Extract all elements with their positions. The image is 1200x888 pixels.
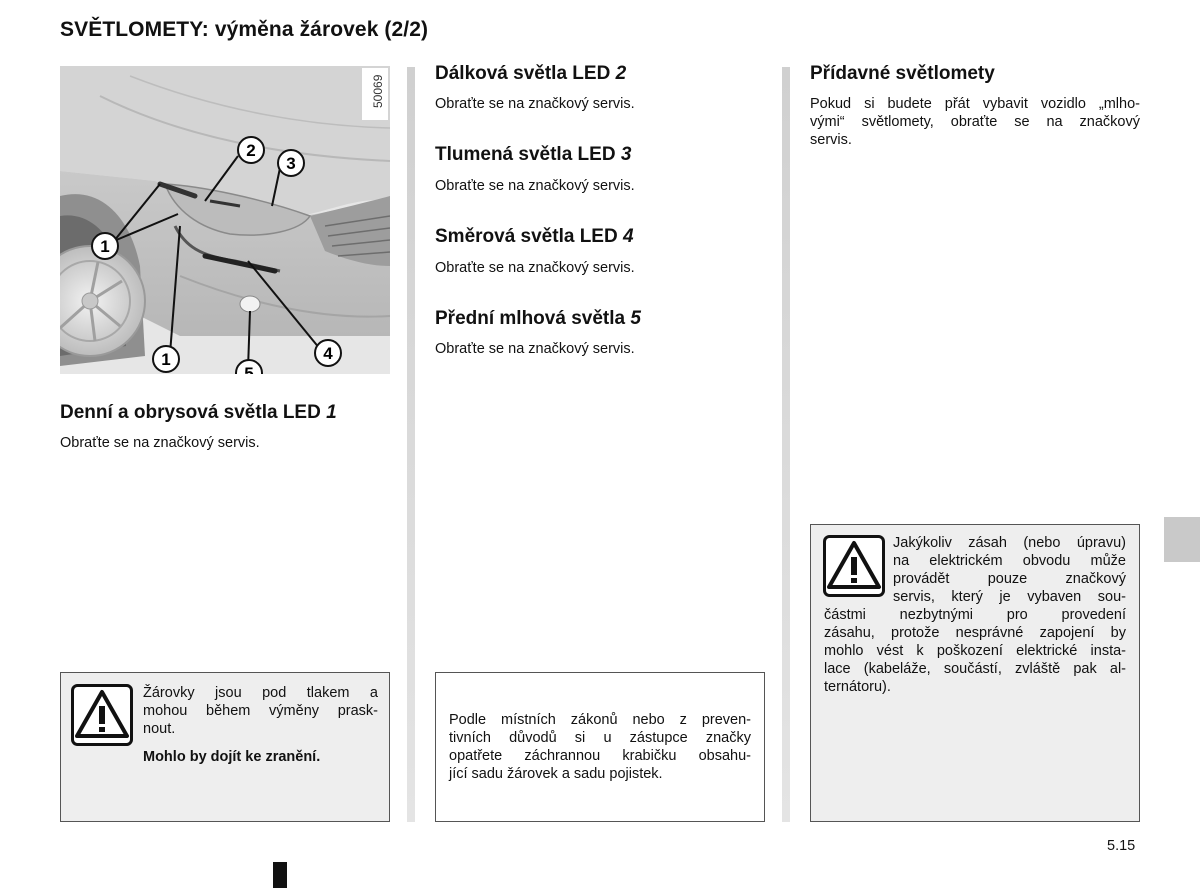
callout-2: 2 <box>246 141 256 160</box>
electrical-warning-box <box>810 524 1140 822</box>
column-divider-right <box>782 67 790 822</box>
chapter-thumb-tab <box>1164 517 1200 562</box>
right-heading: Přídavné světlomety <box>810 63 995 84</box>
rescue-kit-note-box <box>435 672 765 822</box>
headlight-illustration <box>60 66 390 374</box>
callout-5: 5 <box>244 364 254 374</box>
left-heading: Denní a obrysová světla LED 1 <box>60 402 337 423</box>
car-front-drawing <box>60 66 390 374</box>
electrical-warning-text-bottom: částmi nezbytnými pro provedení zásahu, protože nesprávné zapojení by mohlo vést k poškození elektrické insta- lace (kabeláže, součástí, zvláště pak al- ternátoru). <box>824 607 1126 695</box>
right-text: Pokud si budete přát vybavit vozidlo „mlho- vými“ světlomety, obraťte se na značkový servis. <box>810 96 1140 148</box>
callout-3: 3 <box>286 154 296 173</box>
section-heading-low-beam: Tlumená světla LED 3 <box>435 144 632 165</box>
section-text-low-beam: Obraťte se na značkový servis. <box>435 178 635 194</box>
page-number: 5.15 <box>1107 838 1136 854</box>
warning-icon <box>71 684 133 746</box>
pressure-warning-text: Žárovky jsou pod tlakem a mohou během výměny prask- nout. Mohlo by dojít ke zranění. <box>143 685 378 765</box>
left-text: Obraťte se na značkový servis. <box>60 435 260 451</box>
section-text-fog: Obraťte se na značkový servis. <box>435 341 635 357</box>
crop-mark <box>273 862 287 888</box>
page-title: SVĚTLOMETY: výměna žárovek (2/2) <box>60 18 429 41</box>
callout-1-lower: 1 <box>161 350 171 369</box>
section-text-indicators: Obraťte se na značkový servis. <box>435 260 635 276</box>
callout-4: 4 <box>323 344 333 363</box>
callout-1-upper: 1 <box>100 237 110 256</box>
section-heading-high-beam: Dálková světla LED 2 <box>435 63 627 84</box>
section-heading-indicators: Směrová světla LED 4 <box>435 226 634 247</box>
pressure-warning-box <box>60 672 390 822</box>
section-text-high-beam: Obraťte se na značkový servis. <box>435 96 635 112</box>
rescue-kit-note-text: Podle místních zákonů nebo z preven- tivních důvodů si u zástupce značky opatřete záchrannou krabičku obsahu- jící sadu žárovek a sadu pojistek. <box>449 712 751 782</box>
pressure-warning-bold: Mohlo by dojít ke zranění. <box>143 749 321 765</box>
electrical-warning-text-top: Jakýkoliv zásah (nebo úpravu) na elektrickém obvodu může provádět pouze značkový servis, který je vybaven sou- <box>893 535 1126 605</box>
section-heading-fog: Přední mlhová světla 5 <box>435 308 641 329</box>
warning-icon <box>823 535 885 597</box>
column-divider-left <box>407 67 415 822</box>
figure-ref-code: 50069 <box>371 74 385 108</box>
